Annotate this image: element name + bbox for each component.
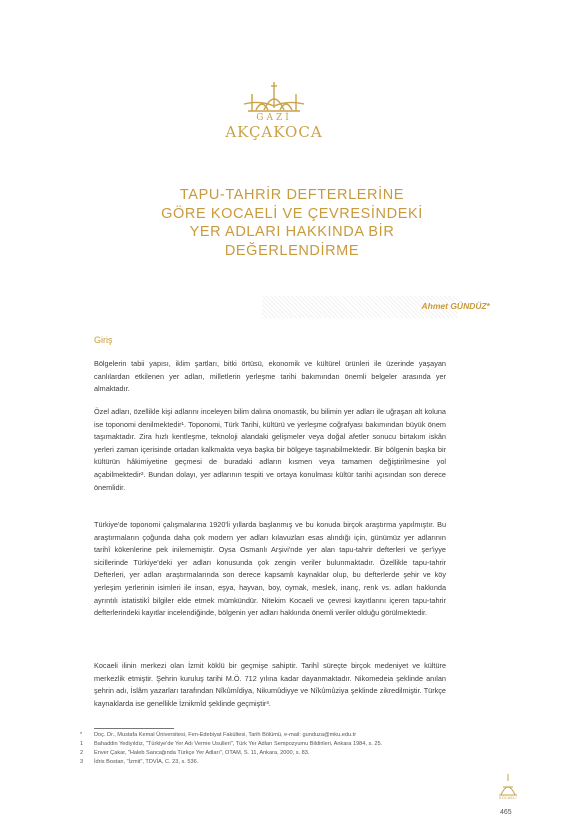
title-line: GÖRE KOCAELİ VE ÇEVRESİNDEKİ (161, 205, 423, 222)
footnote-item (80, 749, 446, 758)
akcakoca-logo (214, 80, 334, 150)
footnote-text: İdris Bostan, "İzmit", TDVİA, C. 23, s. 536. (94, 758, 199, 765)
article-title (120, 186, 464, 260)
author-byline (422, 301, 490, 311)
seal-label: KOCAELİ (499, 796, 517, 800)
title-line: TAPU-TAHRİR DEFTERLERİNE (179, 187, 405, 203)
paragraph-text: Özel adları, özellikle kişi adlarını inceleyen bilim dalına onomastik, bu bilimin yer adları ile uğraşan alt koluna ise toponomi denilmektedir¹. Toponomi, Türk Tarihi, kültürü ve yerleşme coğrafyası bakımından büyük önem taşımaktadır. Zira hızlı kentleşme, teknoloji alandaki gelişmeler veya doğal afetler sonucu birtakım iskân yerleri zaman içerisinde ortadan kalkmakta veya başka bir bölgeye taşınabilmektedir. Bir bölgenin başka bir kültürün hâkimiyetine geçmesi de buradaki adların kısmen veya tamamen değiştirilmesine yol açabilmektedir². Bundan dolayı, yer adlarının tespiti ve ortaya konulması kültür tarihi açısından son derece önemlidir. (94, 407, 446, 492)
author-name: Ahmet GÜNDÜZ (421, 301, 487, 311)
footnote-text: Bahaddin Yediyıldız, "Türkiye'de Yer Adı Verme Usulleri", Türk Yer Adları Sempozyumu Bildirileri, Ankara 1984, s. 25. (94, 740, 383, 747)
section-heading: Giriş (94, 335, 113, 345)
footnote-separator (94, 728, 174, 729)
footnote-mark: 2 (80, 749, 84, 756)
footnote-item (80, 731, 446, 740)
paragraph-text: Türkiye'de toponomi çalışmalarına 1920'li yıllarda başlanmış ve bu konuda birçok araştırma yapılmıştır. Bu araştırmaların çoğunda daha çok modern yer adları kılavuzları esas alındığı için, günümüz yer adlarının tarihî kökenlerine pek inilememiştir. Oysa Osmanlı Arşivi'nde yer alan tapu-tahrir defterleri ve şer'iyye sicillerinde Türkiye'deki yer adları konusunda çok zengin veriler bulunmaktadır. Özellikle tapu-tahrir Defterleri, yer adları araştırmalarında son derece kapsamlı kaynaklar olup, bu defterlerde şehir ve köy yerleşim yerlerinin isimleri ile insan, eşya, hayvan, boy, oymak, meslek, inanç, renk vs. adları hakkında ayrıntılı istatistikî bilgiler elde etmek mümkündür. Nitekim Kocaeli ve çevresi kayıtlarını içeren tapu-tahrir defterlerindeki kayıtlar incelendiğinde, bölgenin yer adları hakkında önemli veriler olduğu görülmektedir. (94, 520, 446, 618)
footnote-item (80, 758, 446, 767)
footnote-mark: * (80, 732, 83, 738)
footnote-text: Enver Çakar, "Haleb Sancağında Türkçe Yer Adları", OTAM, S. 11, Ankara, 2000, s. 83. (94, 749, 310, 756)
footnote-mark: 3 (80, 758, 84, 765)
author-footnote-mark: * (486, 301, 490, 311)
paragraph (94, 660, 446, 710)
paragraph-text: Bölgelerin tabii yapısı, iklim şartları, bitki örtüsü, ekonomik ve kültürel ürünleri ile üzerinde yaşayan canlılardan etkilenen yer adları, milletlerin yerleşme tarihi bakımından önemli belgeler arasında yer almaktadır. (94, 359, 446, 394)
title-line: DEĞERLENDİRME (224, 242, 360, 259)
mosque-emblem-icon (242, 80, 306, 114)
paragraph (94, 406, 446, 494)
paragraph-text: Kocaeli ilinin merkezi olan İzmit köklü bir geçmişe sahiptir. Tarihî süreçte birçok medeniyet ve kültüre merkezlik etmiştir. Şehrin kuruluş tarihi M.Ö. 712 yılına kadar dayanmaktadır. Nikomedeia şeklinde anılan şehrin adı, İslâm yazarları tarafından Nîkûmîdiya, Nikumûdiyye ve Nîkûmûziya şeklinde zikredilmiştir. Türkçe kaynaklarda ise genellikle İznikmîd şeklinde geçmiştir³. (94, 661, 446, 708)
footnotes-list (80, 731, 446, 767)
logo-text-main: AKÇAKOCA (225, 123, 323, 141)
paragraph (94, 519, 446, 620)
footnote-item (80, 740, 446, 749)
footnote-mark: 1 (80, 740, 84, 747)
title-line: YER ADLARI HAKKINDA BİR (189, 224, 395, 240)
page-number: 465 (500, 809, 512, 816)
logo-text-top: GAZİ (256, 113, 292, 123)
paragraph (94, 358, 446, 396)
footnote-text: Doç. Dr., Mustafa Kemal Üniversitesi, Fen-Edebiyat Fakültesi, Tarih Bölümü, e-mail: gunduza@mku.edu.tr (94, 732, 357, 738)
